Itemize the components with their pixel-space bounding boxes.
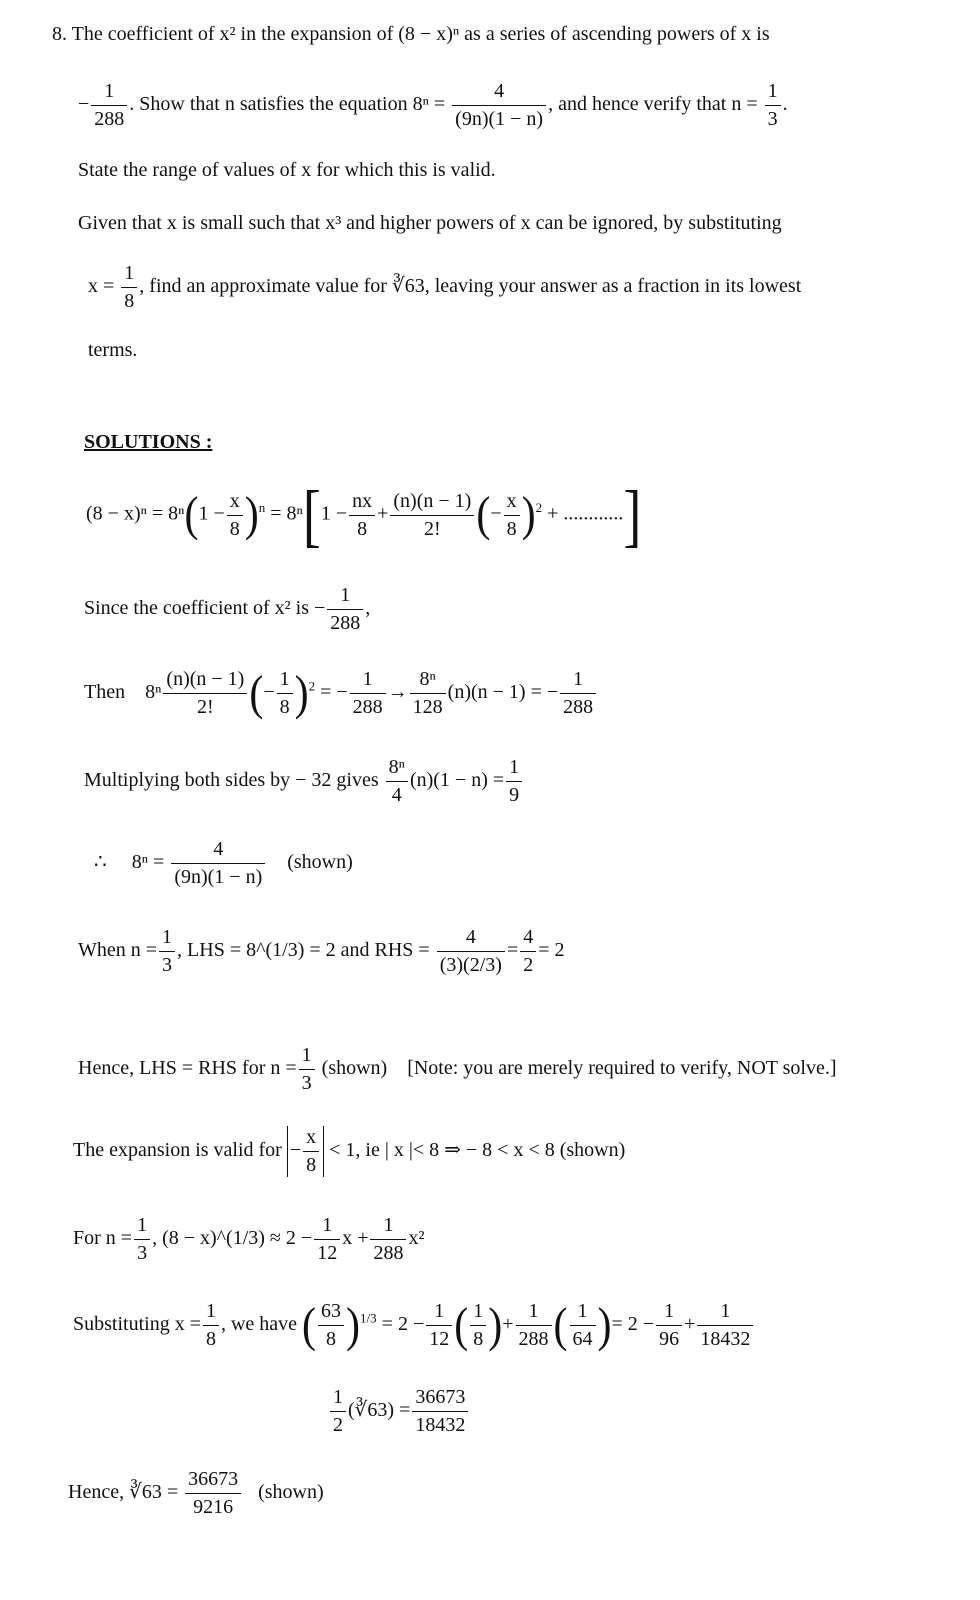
paren-open: ( xyxy=(184,488,199,542)
valid-text: The expansion is valid for xyxy=(73,1139,282,1162)
exp-b-num: x xyxy=(504,490,520,516)
since-fraction xyxy=(327,584,363,635)
valid-abs-fraction xyxy=(303,1126,319,1177)
subst-num: 1 xyxy=(203,1300,219,1326)
note-text: [Note: you are merely required to verify, NOT solve.] xyxy=(407,1057,837,1080)
for-b-fraction xyxy=(370,1214,406,1265)
since-num: 1 xyxy=(327,584,363,610)
when-num: 1 xyxy=(159,926,175,952)
when-4-fraction xyxy=(520,926,536,977)
then-nn-fraction xyxy=(163,668,247,719)
question-number: 8. xyxy=(52,23,67,45)
subst-d-fraction xyxy=(697,1300,753,1351)
mult-r-fraction xyxy=(506,756,522,807)
n-num: 1 xyxy=(765,80,781,106)
then-nn-den: 2! xyxy=(197,696,214,718)
question-line-2: − $\frac{1}{288}$ . Show that n satisfies the equation 8ⁿ = $\frac{4}{(9n)(1 - n)}$ , and hence verify that n = $\frac{1}{3}$ . xyxy=(78,80,788,130)
subst-a-num: 1 xyxy=(426,1300,452,1326)
for-text: For n = xyxy=(73,1227,133,1250)
when-end: = 2 xyxy=(538,939,565,962)
then-r-den: 288 xyxy=(352,696,383,718)
then-c-den: 8 xyxy=(279,696,290,718)
therefore-line xyxy=(94,838,353,889)
there-den: (9n)(1 − n) xyxy=(174,866,263,888)
subst-b-den: 288 xyxy=(518,1328,549,1350)
expansion-line: (8 − x)ⁿ = 8ⁿ(1 − $\frac{x}{8}$ )$^n$ = 8ⁿ[1 − $\frac{nx}{8}$ + $\frac{(n)(n - 1)}{2!}$ (− $\frac{x}{8}$ )$^2$ + ............] xyxy=(86,476,642,554)
since-text: Since the coefficient of x² is − xyxy=(84,597,326,620)
sub-fraction xyxy=(121,262,137,313)
hence-shown: (shown) xyxy=(321,1057,388,1080)
subst-d-den: 18432 xyxy=(700,1328,751,1350)
sub-num: 1 xyxy=(121,262,137,288)
half-line xyxy=(328,1386,470,1437)
then-arrow: → xyxy=(387,681,408,704)
for-num: 1 xyxy=(134,1214,150,1240)
bracket-close: ] xyxy=(623,476,642,554)
exp-t1: 1 − xyxy=(320,502,348,525)
therefore-symbol: ∴ xyxy=(94,851,107,874)
hence-num: 1 xyxy=(299,1044,315,1070)
when-den: 3 xyxy=(162,954,173,976)
then-r2-num: 1 xyxy=(560,668,596,694)
mult-r-den: 9 xyxy=(509,784,520,806)
subst-a2-num: 1 xyxy=(470,1300,486,1326)
subst-eq: = 2 − xyxy=(381,1313,425,1336)
there-fraction xyxy=(171,838,265,889)
coef-sign: − xyxy=(78,93,90,116)
n-fraction xyxy=(765,80,781,131)
subst-a-fraction xyxy=(426,1300,452,1351)
valid-line xyxy=(73,1126,625,1177)
show-text: . Show that n satisfies the equation 8ⁿ = xyxy=(129,93,446,116)
for-fraction xyxy=(134,1214,150,1265)
mult-r-num: 1 xyxy=(506,756,522,782)
then-8n: 8ⁿ xyxy=(145,681,162,704)
subst-a2-fraction xyxy=(470,1300,486,1351)
when-line xyxy=(78,926,564,977)
when-rhs-fraction xyxy=(437,926,505,977)
subst-eq2: = 2 − xyxy=(611,1313,655,1336)
hence-text: Hence, LHS = RHS for n = xyxy=(78,1057,297,1080)
bracket-open: [ xyxy=(302,476,321,554)
valid-abs-den: 8 xyxy=(306,1154,317,1176)
then-8n128-fraction xyxy=(410,668,446,719)
half-r-num: 36673 xyxy=(412,1386,468,1412)
when-rhs-num: 4 xyxy=(437,926,505,952)
then-c-num: 1 xyxy=(277,668,293,694)
for-b-num: 1 xyxy=(370,1214,406,1240)
since-line: Since the coefficient of x² is − $\frac{1}{288}$ , xyxy=(84,584,371,634)
solutions-heading: SOLUTIONS : xyxy=(84,431,213,453)
valid-abs-num: x xyxy=(303,1126,319,1152)
half-root: (∛63) = xyxy=(348,1399,411,1422)
when-eq: = xyxy=(506,939,519,962)
when-4-den: 2 xyxy=(523,954,534,976)
exp-b-den: 8 xyxy=(506,517,517,540)
subst-a2-den: 8 xyxy=(473,1328,484,1350)
question-line-5 xyxy=(88,262,801,313)
subst-c-num: 1 xyxy=(656,1300,682,1326)
subst-b-num: 1 xyxy=(516,1300,552,1326)
subst-b2-fraction xyxy=(570,1300,596,1351)
mult-f-den: 4 xyxy=(391,784,402,806)
for-end: x² xyxy=(408,1227,425,1250)
there-8n: 8ⁿ = xyxy=(131,851,165,874)
half-num: 1 xyxy=(330,1386,346,1412)
subst-b2-den: 64 xyxy=(572,1328,593,1350)
then-c-fraction xyxy=(277,668,293,719)
coef-fraction xyxy=(91,80,127,131)
for-line xyxy=(73,1214,424,1265)
exp-a-num: x xyxy=(227,490,243,516)
for-a-den: 12 xyxy=(317,1242,338,1264)
mult-mid: (n)(1 − n) = xyxy=(409,769,505,792)
then-r2-fraction xyxy=(560,668,596,719)
eq-num: 4 xyxy=(452,80,546,106)
coef-den: 288 xyxy=(94,108,125,130)
half-fraction xyxy=(330,1386,346,1437)
mult-f-fraction xyxy=(386,756,408,807)
subst-plus: + xyxy=(502,1313,514,1336)
exp-lhs: (8 − x)ⁿ = 8ⁿ xyxy=(86,502,185,525)
when-lhs: , LHS = 8^(1/3) = 2 and RHS = xyxy=(177,939,430,962)
exp-nx-den: 8 xyxy=(357,517,368,540)
subst-c-fraction xyxy=(656,1300,682,1351)
exp-eq: = 8ⁿ xyxy=(270,502,303,525)
final-shown: (shown) xyxy=(258,1481,324,1504)
range-text: State the range of values of x for which this is valid. xyxy=(78,159,496,181)
when-rhs-den: (3)(2/3) xyxy=(439,954,502,976)
for-a-num: 1 xyxy=(314,1214,340,1240)
then-eq: = − xyxy=(320,681,348,704)
for-b-den: 288 xyxy=(373,1242,404,1264)
paren-close: ) xyxy=(244,488,259,542)
final-fraction xyxy=(185,1468,241,1519)
subst-a-den: 12 xyxy=(429,1328,450,1350)
exp-nn-fraction xyxy=(390,490,474,541)
when-text: When n = xyxy=(78,939,158,962)
find-text: , find an approximate value for ∛63, leaving your answer as a fraction in its lowest xyxy=(139,275,802,298)
question-text: The coefficient of x² in the expansion of (8 − x)ⁿ as a series of ascending powers of x is xyxy=(71,23,770,45)
multiply-line xyxy=(84,756,524,807)
for-den: 3 xyxy=(137,1242,148,1264)
for-a-fraction xyxy=(314,1214,340,1265)
then-r2-den: 288 xyxy=(563,696,594,718)
subst-have: , we have xyxy=(220,1313,298,1336)
half-r-fraction xyxy=(412,1386,468,1437)
valid-rest: < 1, ie | x |< 8 ⇒ − 8 < x < 8 (shown) xyxy=(329,1139,626,1162)
exp-plus: + xyxy=(377,502,389,525)
subst-63-num: 63 xyxy=(318,1300,344,1326)
exp-a-fraction xyxy=(227,490,243,541)
mult-text: Multiplying both sides by − 32 gives xyxy=(84,769,379,792)
exp-b-fraction xyxy=(504,490,520,541)
subst-text: Substituting x = xyxy=(73,1313,201,1336)
final-text: Hence, ∛63 = xyxy=(68,1481,179,1504)
then-mid: (n)(n − 1) = − xyxy=(447,681,559,704)
coef-num: 1 xyxy=(91,80,127,106)
exp-nn-num: (n)(n − 1) xyxy=(390,490,474,516)
exp-nx-num: nx xyxy=(349,490,375,516)
final-line xyxy=(68,1468,324,1519)
n-den: 3 xyxy=(767,108,778,130)
when-4-num: 4 xyxy=(520,926,536,952)
then-label: Then xyxy=(84,681,126,704)
there-shown: (shown) xyxy=(287,851,353,874)
then-line: Then 8ⁿ $\frac{(n)(n - 1)}{2!}$ (− $\frac{1}{8}$ )$^2$ = − $\frac{1}{288}$ → $\frac{\text{8ⁿ}}{128}$ (n)(n − 1) = − $\frac{1}{288}$ xyxy=(84,668,598,719)
question-line-1 xyxy=(52,24,770,44)
subst-c-den: 96 xyxy=(659,1328,680,1350)
terms-text: terms. xyxy=(88,339,138,361)
exp-tail: + ............ xyxy=(547,502,624,525)
subst-63-den: 8 xyxy=(326,1328,337,1350)
then-8n128-num: 8ⁿ xyxy=(410,668,446,694)
then-nn-num: (n)(n − 1) xyxy=(163,668,247,694)
hence-fraction xyxy=(299,1044,315,1095)
half-r-den: 18432 xyxy=(415,1414,466,1436)
subst-63-fraction xyxy=(318,1300,344,1351)
subst-plus2: + xyxy=(684,1313,696,1336)
verify-text: , and hence verify that n = xyxy=(548,93,758,116)
small-text: Given that x is small such that x³ and higher powers of x can be ignored, by substituting xyxy=(78,212,782,234)
for-plus: x + xyxy=(342,1227,369,1250)
subst-line: Substituting x = $\frac{1}{8}$ , we have ( $\frac{63}{8}$ )$^{1/3}$ = 2 − $\frac{1}{12}$ ( $\frac{1}{8}$ )+ $\frac{1}{288}$ ( $\frac{1}{64}$ )= 2 − $\frac{1}{96}$ + $\frac{1}{18432}$ xyxy=(73,1300,755,1351)
there-num: 4 xyxy=(171,838,265,864)
subst-fraction xyxy=(203,1300,219,1351)
final-den: 9216 xyxy=(193,1496,234,1518)
exp-nx-fraction xyxy=(349,490,375,541)
final-num: 36673 xyxy=(185,1468,241,1494)
subst-b2-num: 1 xyxy=(570,1300,596,1326)
subst-den: 8 xyxy=(205,1328,216,1350)
subst-b-fraction xyxy=(516,1300,552,1351)
then-r-fraction xyxy=(350,668,386,719)
since-den: 288 xyxy=(330,612,361,634)
hence-den: 3 xyxy=(301,1072,312,1094)
sub-den: 8 xyxy=(124,290,135,312)
when-fraction xyxy=(159,926,175,977)
exp-nn-den: 2! xyxy=(424,517,441,540)
mult-f-num: 8ⁿ xyxy=(386,756,408,782)
for-mid: , (8 − x)^(1/3) ≈ 2 − xyxy=(152,1227,313,1250)
equation-fraction xyxy=(452,80,546,131)
eq-den: (9n)(1 − n) xyxy=(455,108,544,130)
then-8n128-den: 128 xyxy=(412,696,443,718)
hence-line xyxy=(78,1044,837,1095)
subst-d-num: 1 xyxy=(697,1300,753,1326)
sub-prefix: x = xyxy=(88,275,115,298)
valid-abs: − $\frac{x}{8}$ xyxy=(287,1126,324,1177)
then-r-num: 1 xyxy=(350,668,386,694)
half-den: 2 xyxy=(333,1414,343,1436)
exp-a-den: 8 xyxy=(229,517,240,540)
